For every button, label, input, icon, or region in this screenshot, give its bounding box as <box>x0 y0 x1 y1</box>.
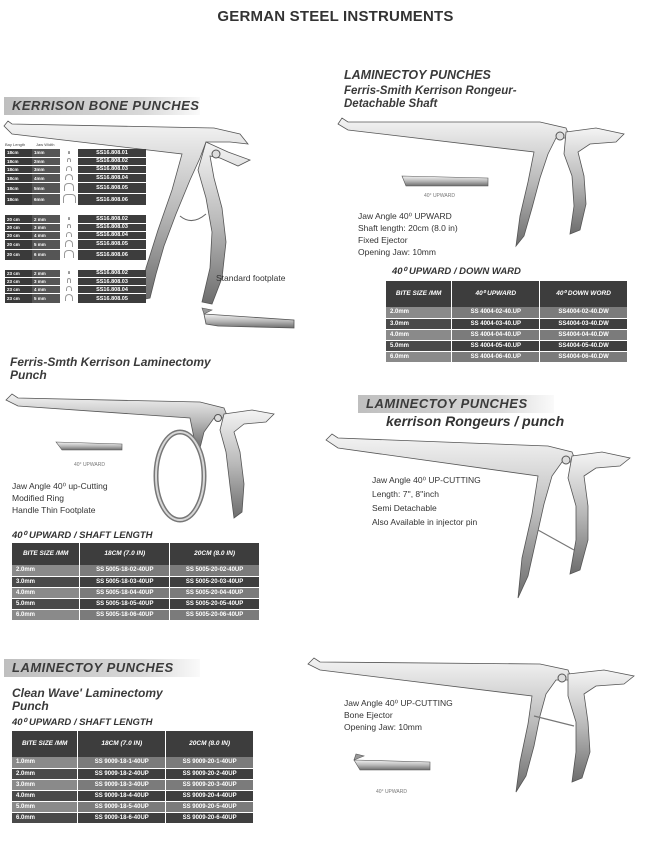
table-row <box>5 231 146 239</box>
rongeurs-banner: LAMINECTOY PUNCHES <box>358 395 554 413</box>
jaw-shape-icon <box>60 270 78 278</box>
code-cell: SS 9009-20-2-40UP <box>166 768 254 779</box>
table-row <box>386 329 628 340</box>
ferris-lam-title: Ferris-Smth Kerrison Laminectomy Punch <box>10 355 211 382</box>
jaw-width-cell: 4 mm <box>32 231 60 239</box>
table-row <box>5 240 146 250</box>
jaw-shape-icon <box>60 173 78 183</box>
table-row <box>5 194 146 206</box>
code-cell: SS 5005-18-05-40UP <box>80 598 170 609</box>
bone-ejector-notes <box>344 697 453 733</box>
bite-size-cell: 1.0mm <box>12 757 78 768</box>
jaw-width-cell: 5 mm <box>32 240 60 250</box>
code-cell: SS 5005-20-02-40UP <box>170 565 260 576</box>
bone-ejector-tip-image <box>352 752 432 776</box>
kerrison-table-20cm <box>5 215 146 260</box>
col-header: 20CM (8.0 IN) <box>166 731 254 757</box>
col-header: 40⁰ DOWN WORD <box>540 281 628 307</box>
bay-length-cell: 18cm <box>5 165 32 173</box>
code-cell: SS4004-04-40.DW <box>540 329 628 340</box>
bite-size-cell: 4.0mm <box>12 790 78 801</box>
table-row <box>5 165 146 173</box>
jaw-width-cell: 6 mm <box>32 249 60 260</box>
code-cell: SS16.808.04 <box>78 173 146 183</box>
note-line: Bone Ejector <box>344 710 393 720</box>
table-row <box>5 183 146 194</box>
code-cell: SS4004-02-40.DW <box>540 307 628 318</box>
table-row <box>5 173 146 183</box>
bite-size-cell: 3.0mm <box>12 576 80 587</box>
note-line: Handle Thin Footplate <box>12 505 96 515</box>
ferris-lam-table <box>12 543 260 621</box>
col-header: 18CM (7.0 IN) <box>80 543 170 565</box>
note-line: Jaw Angle 40⁰ UPWARD <box>358 211 452 221</box>
note-line: Length: 7'', 8''inch <box>372 489 439 499</box>
code-cell: SS 5005-18-06-40UP <box>80 609 170 620</box>
bite-size-cell: 3.0mm <box>12 779 78 790</box>
kerrison-banner: KERRISON BONE PUNCHES <box>4 97 200 115</box>
table-row <box>12 768 254 779</box>
code-cell: SS4004-03-40.DW <box>540 318 628 329</box>
bite-size-cell: 5.0mm <box>386 340 452 351</box>
bite-size-cell: 4.0mm <box>386 329 452 340</box>
table-row <box>12 598 260 609</box>
bite-size-cell: 2.0mm <box>386 307 452 318</box>
bite-size-cell: 4.0mm <box>12 587 80 598</box>
code-cell: SS16.808.03 <box>78 278 146 286</box>
jaw-width-cell: 4 mm <box>32 286 60 294</box>
note-line: Also Available in injector pin <box>372 517 478 527</box>
bay-length-cell: 20 cm <box>5 223 32 231</box>
jaw-width-cell: 2 mm <box>32 270 60 278</box>
code-cell: SS 5005-18-02-40UP <box>80 565 170 576</box>
jaw-shape-icon <box>60 215 78 223</box>
note-line: Opening Jaw: 10mm <box>358 247 436 257</box>
standard-footplate-label: Standard footplate <box>216 273 286 283</box>
ferris-detach-table <box>386 281 628 363</box>
code-cell: SS 4004-05-40.UP <box>452 340 540 351</box>
clean-wave-title: Clean Wave' Laminectomy Punch <box>12 686 163 713</box>
table-row <box>12 609 260 620</box>
jaw-shape-icon <box>60 165 78 173</box>
code-cell: SS16.808.05 <box>78 240 146 250</box>
table-row <box>12 565 260 576</box>
code-cell: SS16.808.04 <box>78 231 146 239</box>
bay-length-header: Bay Length <box>5 142 26 147</box>
jaw-width-cell: 1mm <box>32 149 60 157</box>
jaw-shape-icon <box>60 183 78 194</box>
bite-size-cell: 3.0mm <box>386 318 452 329</box>
table-row <box>386 351 628 362</box>
bay-length-cell: 23 cm <box>5 270 32 278</box>
code-cell: SS16.808.02 <box>78 215 146 223</box>
footplate-tip-image <box>198 304 298 336</box>
bite-size-cell: 2.0mm <box>12 565 80 576</box>
col-header: 40⁰ UPWARD <box>452 281 540 307</box>
col-header: BITE SIZE /MM <box>386 281 452 307</box>
jaw-width-header: Jaw Width <box>36 142 55 147</box>
jaw-width-cell: 2 mm <box>32 215 60 223</box>
jaw-width-cell: 5mm <box>32 183 60 194</box>
table-row <box>12 812 254 823</box>
ferris-detach-title: Ferris-Smith Kerrison Rongeur- Detachable Shaft <box>344 85 517 110</box>
ferris-detach-notes <box>358 210 458 258</box>
code-cell: SS 9009-20-4-40UP <box>166 790 254 801</box>
code-cell: SS 5005-20-06-40UP <box>170 609 260 620</box>
code-cell: SS 9009-20-1-40UP <box>166 757 254 768</box>
jaw-shape-icon <box>60 294 78 304</box>
table-row <box>12 801 254 812</box>
ferris-detach-caption: 40° UPWARD <box>424 193 455 199</box>
jaw-width-cell: 3 mm <box>32 278 60 286</box>
kerrison-spec-block <box>5 142 146 304</box>
kerrison-table-18cm <box>5 149 146 206</box>
code-cell: SS16.808.06 <box>78 194 146 206</box>
ferris-lam-caption: 40° UPWARD <box>74 462 105 468</box>
table-row <box>5 294 146 304</box>
code-cell: SS 9009-18-3-40UP <box>78 779 166 790</box>
code-cell: SS 5005-18-04-40UP <box>80 587 170 598</box>
table-row <box>12 790 254 801</box>
note-line: Opening Jaw: 10mm <box>344 722 422 732</box>
code-cell: SS16.808.06 <box>78 249 146 260</box>
jaw-shape-icon <box>60 231 78 239</box>
jaw-shape-icon <box>60 249 78 260</box>
bay-length-cell: 18cm <box>5 183 32 194</box>
code-cell: SS 9009-18-4-40UP <box>78 790 166 801</box>
page-title: GERMAN STEEL INSTRUMENTS <box>217 8 454 25</box>
bay-length-cell: 18cm <box>5 157 32 165</box>
table-row <box>5 215 146 223</box>
table-row <box>5 286 146 294</box>
kerrison-table-23cm <box>5 270 146 304</box>
col-header: BITE SIZE /MM <box>12 543 80 565</box>
code-cell: SS 9009-20-3-40UP <box>166 779 254 790</box>
bite-size-cell: 5.0mm <box>12 801 78 812</box>
bay-length-cell: 23 cm <box>5 278 32 286</box>
table-row <box>5 157 146 165</box>
rongeurs-notes <box>372 474 481 528</box>
table-row <box>5 223 146 231</box>
jaw-width-cell: 3mm <box>32 165 60 173</box>
code-cell: SS 5005-20-04-40UP <box>170 587 260 598</box>
table-row <box>12 587 260 598</box>
col-header: BITE SIZE /MM <box>12 731 78 757</box>
clean-wave-table <box>12 731 254 824</box>
note-line: Jaw Angle 40⁰ up-Cutting <box>12 481 108 491</box>
code-cell: SS 4004-06-40.UP <box>452 351 540 362</box>
code-cell: SS 9009-18-6-40UP <box>78 812 166 823</box>
jaw-shape-icon <box>60 223 78 231</box>
code-cell: SS 9009-18-2-40UP <box>78 768 166 779</box>
ferris-detach-heading: LAMINECTOY PUNCHES <box>344 68 491 82</box>
jaw-shape-icon <box>60 149 78 157</box>
bite-size-cell: 5.0mm <box>12 598 80 609</box>
col-header: 18CM (7.0 IN) <box>78 731 166 757</box>
code-cell: SS4004-05-40.DW <box>540 340 628 351</box>
ferris-lam-notes <box>12 480 108 516</box>
col-header: 20CM (8.0 IN) <box>170 543 260 565</box>
jaw-width-cell: 2mm <box>32 157 60 165</box>
code-cell: SS 5005-18-03-40UP <box>80 576 170 587</box>
table-row <box>5 149 146 157</box>
table-row <box>12 779 254 790</box>
code-cell: SS 4004-02-40.UP <box>452 307 540 318</box>
jaw-width-cell: 3 mm <box>32 223 60 231</box>
note-line: Jaw Angle 40⁰ UP-CUTTING <box>344 698 453 708</box>
ferris-lam-subhead: 40⁰ UPWARD / SHAFT LENGTH <box>12 530 153 541</box>
code-cell: SS 9009-20-6-40UP <box>166 812 254 823</box>
table-row <box>386 307 628 318</box>
jaw-width-cell: 5 mm <box>32 294 60 304</box>
code-cell: SS16.808.02 <box>78 270 146 278</box>
bite-size-cell: 2.0mm <box>12 768 78 779</box>
code-cell: SS 9009-18-5-40UP <box>78 801 166 812</box>
jaw-shape-icon <box>60 240 78 250</box>
code-cell: SS16.808.05 <box>78 294 146 304</box>
bite-size-cell: 6.0mm <box>12 812 78 823</box>
table-row <box>5 249 146 260</box>
bay-length-cell: 18cm <box>5 149 32 157</box>
bay-length-cell: 20 cm <box>5 240 32 250</box>
bite-size-cell: 6.0mm <box>386 351 452 362</box>
code-cell: SS16.808.04 <box>78 286 146 294</box>
code-cell: SS16.808.03 <box>78 223 146 231</box>
note-line: Jaw Angle 40⁰ UP-CUTTING <box>372 475 481 485</box>
jaw-shape-icon <box>60 194 78 206</box>
jaw-shape-icon <box>60 157 78 165</box>
code-cell: SS 9009-18-1-40UP <box>78 757 166 768</box>
code-cell: SS16.808.02 <box>78 157 146 165</box>
code-cell: SS 5005-20-05-40UP <box>170 598 260 609</box>
code-cell: SS16.808.03 <box>78 165 146 173</box>
jaw-width-cell: 6mm <box>32 194 60 206</box>
note-line: Fixed Ejector <box>358 235 408 245</box>
rongeurs-title: kerrison Rongeurs / punch <box>386 413 565 429</box>
bay-length-cell: 18cm <box>5 173 32 183</box>
table-row <box>386 318 628 329</box>
bay-length-cell: 23 cm <box>5 286 32 294</box>
clean-wave-banner: LAMINECTOY PUNCHES <box>4 659 200 677</box>
code-cell: SS16.808.01 <box>78 149 146 157</box>
note-line: Modified Ring <box>12 493 64 503</box>
table-row <box>5 278 146 286</box>
code-cell: SS4004-06-40.DW <box>540 351 628 362</box>
code-cell: SS 4004-03-40.UP <box>452 318 540 329</box>
note-line: Shaft length: 20cm (8.0 in) <box>358 223 458 233</box>
bite-size-cell: 6.0mm <box>12 609 80 620</box>
code-cell: SS 5005-20-03-40UP <box>170 576 260 587</box>
jaw-shape-icon <box>60 278 78 286</box>
table-row <box>386 340 628 351</box>
table-row <box>12 576 260 587</box>
table-row <box>12 757 254 768</box>
code-cell: SS 4004-04-40.UP <box>452 329 540 340</box>
bone-ejector-caption: 40° UPWARD <box>376 789 407 795</box>
jaw-width-cell: 4mm <box>32 173 60 183</box>
bay-length-cell: 18cm <box>5 194 32 206</box>
bay-length-cell: 20 cm <box>5 249 32 260</box>
ferris-lam-tip-image <box>54 436 124 454</box>
code-cell: SS 9009-20-5-40UP <box>166 801 254 812</box>
table-row <box>5 270 146 278</box>
ferris-detach-tip-image <box>400 170 490 190</box>
bay-length-cell: 20 cm <box>5 215 32 223</box>
ferris-detach-subhead: 40⁰ UPWARD / DOWN WARD <box>392 266 521 277</box>
note-line: Semi Detachable <box>372 503 437 513</box>
bay-length-cell: 23 cm <box>5 294 32 304</box>
jaw-shape-icon <box>60 286 78 294</box>
code-cell: SS16.808.05 <box>78 183 146 194</box>
bay-length-cell: 20 cm <box>5 231 32 239</box>
clean-wave-subhead: 40⁰ UPWARD / SHAFT LENGTH <box>12 717 153 728</box>
